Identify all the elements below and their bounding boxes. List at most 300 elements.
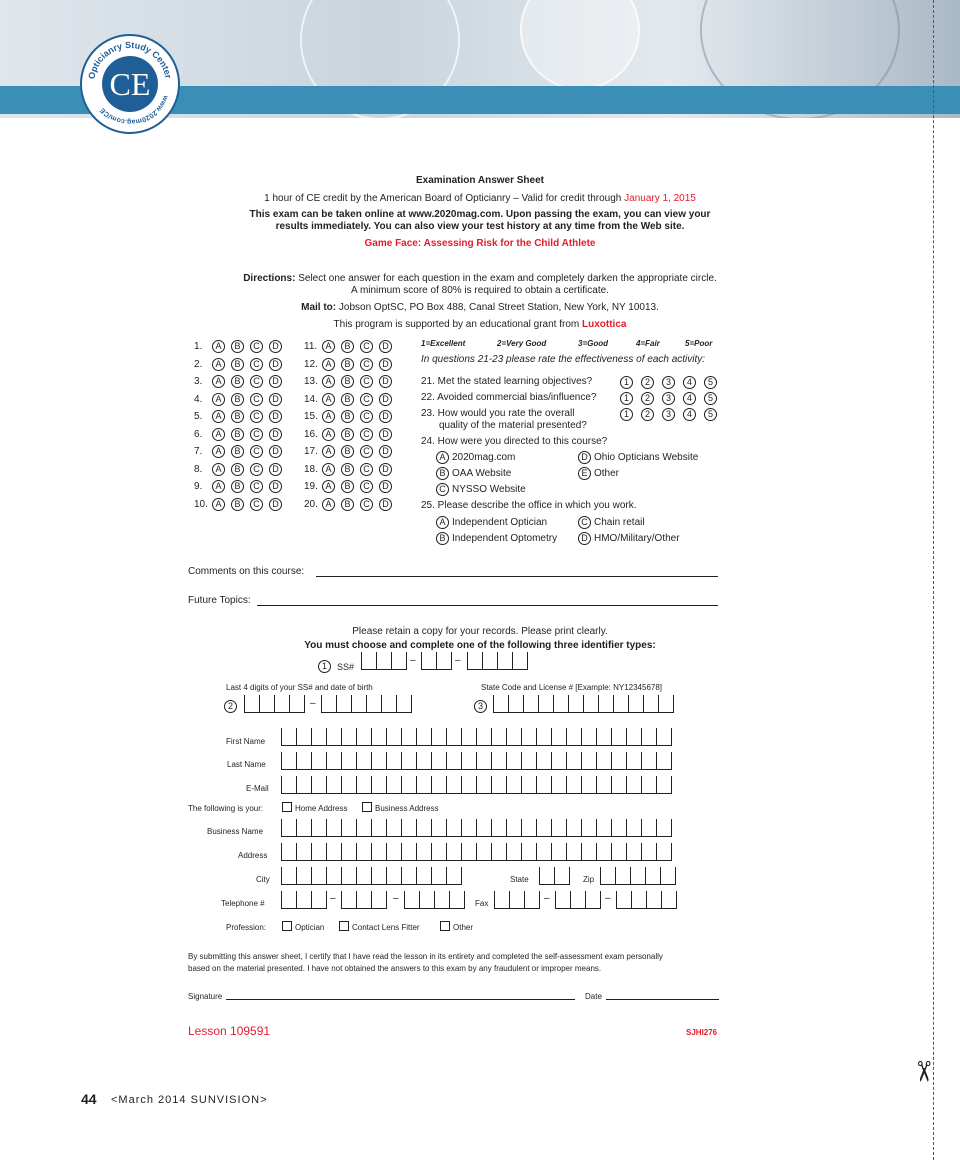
- answer-bubble-c[interactable]: C: [360, 480, 373, 493]
- date-line[interactable]: [606, 999, 719, 1000]
- char-box[interactable]: [311, 776, 327, 794]
- answer-bubble-a[interactable]: A: [322, 393, 335, 406]
- char-box[interactable]: [536, 728, 552, 746]
- char-box[interactable]: [446, 867, 462, 885]
- char-box[interactable]: [401, 752, 417, 770]
- char-box[interactable]: [281, 867, 297, 885]
- option-b[interactable]: [436, 467, 511, 480]
- char-box[interactable]: [658, 695, 674, 713]
- char-box[interactable]: [396, 695, 412, 713]
- answer-bubble-b[interactable]: B: [341, 445, 354, 458]
- char-box[interactable]: [274, 695, 290, 713]
- char-box[interactable]: [570, 891, 586, 909]
- answer-bubble-b[interactable]: B: [341, 463, 354, 476]
- char-box[interactable]: [434, 891, 450, 909]
- phone-boxes-3[interactable]: [404, 891, 464, 909]
- char-box[interactable]: [521, 752, 537, 770]
- answer-bubble-a[interactable]: A: [322, 375, 335, 388]
- char-box[interactable]: [446, 776, 462, 794]
- answer-bubble-c[interactable]: C: [250, 393, 263, 406]
- char-box[interactable]: [491, 776, 507, 794]
- id3-boxes[interactable]: [493, 695, 673, 713]
- char-box[interactable]: [386, 867, 402, 885]
- answer-bubble-c[interactable]: C: [250, 480, 263, 493]
- answer-bubble-c[interactable]: C: [360, 410, 373, 423]
- char-box[interactable]: [371, 891, 387, 909]
- char-box[interactable]: [626, 819, 642, 837]
- char-box[interactable]: [566, 776, 582, 794]
- fax-boxes-1[interactable]: [494, 891, 539, 909]
- char-box[interactable]: [401, 728, 417, 746]
- char-box[interactable]: [646, 891, 662, 909]
- answer-bubble-d[interactable]: D: [379, 410, 392, 423]
- answer-bubble-a[interactable]: A: [322, 480, 335, 493]
- char-box[interactable]: [656, 728, 672, 746]
- char-box[interactable]: [244, 695, 260, 713]
- answer-bubble-d[interactable]: D: [379, 445, 392, 458]
- char-box[interactable]: [281, 891, 297, 909]
- ss-boxes-1[interactable]: [361, 652, 406, 670]
- answer-bubble-b[interactable]: B: [341, 428, 354, 441]
- char-box[interactable]: [371, 728, 387, 746]
- char-box[interactable]: [536, 752, 552, 770]
- char-box[interactable]: [616, 891, 632, 909]
- answer-bubble-b[interactable]: B: [231, 410, 244, 423]
- rating-bubble-1[interactable]: 1: [620, 392, 633, 405]
- rating-bubble-2[interactable]: 2: [641, 408, 654, 421]
- ss-boxes-2[interactable]: [421, 652, 451, 670]
- char-box[interactable]: [611, 843, 627, 861]
- answer-bubble-d[interactable]: D: [269, 375, 282, 388]
- answer-bubble-c[interactable]: C: [360, 393, 373, 406]
- char-box[interactable]: [431, 728, 447, 746]
- char-box[interactable]: [493, 695, 509, 713]
- char-box[interactable]: [568, 695, 584, 713]
- answer-bubble-b[interactable]: B: [341, 480, 354, 493]
- option-a[interactable]: [436, 451, 515, 464]
- id2-boxes-2[interactable]: [321, 695, 411, 713]
- char-box[interactable]: [259, 695, 275, 713]
- char-box[interactable]: [416, 776, 432, 794]
- char-box[interactable]: [506, 728, 522, 746]
- char-box[interactable]: [661, 891, 677, 909]
- last-name-boxes[interactable]: [281, 752, 671, 770]
- answer-bubble-c[interactable]: C: [250, 358, 263, 371]
- char-box[interactable]: [386, 843, 402, 861]
- char-box[interactable]: [371, 819, 387, 837]
- char-box[interactable]: [628, 695, 644, 713]
- char-box[interactable]: [376, 652, 392, 670]
- char-box[interactable]: [512, 652, 528, 670]
- char-box[interactable]: [296, 867, 312, 885]
- char-box[interactable]: [401, 843, 417, 861]
- char-box[interactable]: [583, 695, 599, 713]
- answer-bubble-a[interactable]: A: [322, 463, 335, 476]
- option-bubble[interactable]: C: [578, 516, 591, 529]
- char-box[interactable]: [491, 819, 507, 837]
- char-box[interactable]: [386, 728, 402, 746]
- char-box[interactable]: [494, 891, 510, 909]
- answer-bubble-a[interactable]: A: [212, 375, 225, 388]
- char-box[interactable]: [281, 843, 297, 861]
- char-box[interactable]: [491, 843, 507, 861]
- char-box[interactable]: [281, 728, 297, 746]
- char-box[interactable]: [311, 728, 327, 746]
- char-box[interactable]: [596, 776, 612, 794]
- answer-bubble-c[interactable]: C: [360, 375, 373, 388]
- char-box[interactable]: [555, 891, 571, 909]
- answer-bubble-d[interactable]: D: [379, 340, 392, 353]
- char-box[interactable]: [536, 819, 552, 837]
- char-box[interactable]: [585, 891, 601, 909]
- char-box[interactable]: [296, 819, 312, 837]
- char-box[interactable]: [356, 867, 372, 885]
- char-box[interactable]: [371, 776, 387, 794]
- char-box[interactable]: [656, 776, 672, 794]
- answer-bubble-d[interactable]: D: [269, 480, 282, 493]
- char-box[interactable]: [641, 819, 657, 837]
- optician-checkbox[interactable]: Optician: [282, 921, 324, 932]
- business-address-checkbox[interactable]: Business Address: [362, 802, 439, 813]
- home-address-checkbox[interactable]: Home Address: [282, 802, 347, 813]
- char-box[interactable]: [321, 695, 337, 713]
- char-box[interactable]: [524, 891, 540, 909]
- answer-bubble-d[interactable]: D: [379, 358, 392, 371]
- answer-bubble-b[interactable]: B: [231, 358, 244, 371]
- answer-bubble-c[interactable]: C: [360, 463, 373, 476]
- rating-bubble-5[interactable]: 5: [704, 392, 717, 405]
- char-box[interactable]: [341, 776, 357, 794]
- char-box[interactable]: [416, 819, 432, 837]
- char-box[interactable]: [656, 819, 672, 837]
- char-box[interactable]: [626, 843, 642, 861]
- answer-bubble-a[interactable]: A: [212, 463, 225, 476]
- future-topics-line[interactable]: [257, 605, 718, 606]
- char-box[interactable]: [461, 843, 477, 861]
- option-bubble[interactable]: B: [436, 467, 449, 480]
- char-box[interactable]: [539, 867, 555, 885]
- answer-bubble-d[interactable]: D: [269, 340, 282, 353]
- char-box[interactable]: [326, 728, 342, 746]
- char-box[interactable]: [581, 728, 597, 746]
- char-box[interactable]: [506, 752, 522, 770]
- char-box[interactable]: [598, 695, 614, 713]
- char-box[interactable]: [523, 695, 539, 713]
- answer-bubble-c[interactable]: C: [360, 445, 373, 458]
- char-box[interactable]: [449, 891, 465, 909]
- char-box[interactable]: [461, 728, 477, 746]
- char-box[interactable]: [613, 695, 629, 713]
- answer-bubble-a[interactable]: A: [322, 498, 335, 511]
- char-box[interactable]: [326, 776, 342, 794]
- option-a[interactable]: [436, 516, 547, 529]
- char-box[interactable]: [551, 819, 567, 837]
- char-box[interactable]: [508, 695, 524, 713]
- char-box[interactable]: [431, 843, 447, 861]
- state-boxes[interactable]: [539, 867, 569, 885]
- char-box[interactable]: [615, 867, 631, 885]
- rating-bubble-2[interactable]: 2: [641, 392, 654, 405]
- rating-bubble-5[interactable]: 5: [704, 408, 717, 421]
- char-box[interactable]: [626, 752, 642, 770]
- fax-boxes-2[interactable]: [555, 891, 600, 909]
- answer-bubble-a[interactable]: A: [322, 445, 335, 458]
- answer-bubble-b[interactable]: B: [341, 498, 354, 511]
- rating-bubble-4[interactable]: 4: [683, 392, 696, 405]
- char-box[interactable]: [521, 728, 537, 746]
- option-bubble[interactable]: D: [578, 451, 591, 464]
- answer-bubble-a[interactable]: A: [212, 445, 225, 458]
- char-box[interactable]: [371, 867, 387, 885]
- char-box[interactable]: [311, 843, 327, 861]
- char-box[interactable]: [416, 867, 432, 885]
- char-box[interactable]: [566, 728, 582, 746]
- answer-bubble-b[interactable]: B: [231, 393, 244, 406]
- city-boxes[interactable]: [281, 867, 461, 885]
- answer-bubble-c[interactable]: C: [250, 463, 263, 476]
- char-box[interactable]: [281, 776, 297, 794]
- answer-bubble-c[interactable]: C: [250, 340, 263, 353]
- answer-bubble-d[interactable]: D: [269, 445, 282, 458]
- char-box[interactable]: [296, 891, 312, 909]
- char-box[interactable]: [356, 752, 372, 770]
- char-box[interactable]: [506, 843, 522, 861]
- char-box[interactable]: [311, 819, 327, 837]
- char-box[interactable]: [645, 867, 661, 885]
- char-box[interactable]: [421, 652, 437, 670]
- char-box[interactable]: [630, 867, 646, 885]
- char-box[interactable]: [446, 843, 462, 861]
- char-box[interactable]: [554, 867, 570, 885]
- option-d[interactable]: [578, 451, 698, 464]
- answer-bubble-b[interactable]: B: [231, 480, 244, 493]
- contact-lens-checkbox[interactable]: Contact Lens Fitter: [339, 921, 420, 932]
- char-box[interactable]: [476, 819, 492, 837]
- answer-bubble-b[interactable]: B: [231, 428, 244, 441]
- char-box[interactable]: [296, 752, 312, 770]
- option-d[interactable]: [578, 532, 680, 545]
- char-box[interactable]: [341, 728, 357, 746]
- answer-bubble-a[interactable]: A: [322, 358, 335, 371]
- char-box[interactable]: [404, 891, 420, 909]
- answer-bubble-c[interactable]: C: [360, 358, 373, 371]
- char-box[interactable]: [467, 652, 483, 670]
- char-box[interactable]: [431, 819, 447, 837]
- char-box[interactable]: [381, 695, 397, 713]
- char-box[interactable]: [296, 843, 312, 861]
- char-box[interactable]: [336, 695, 352, 713]
- char-box[interactable]: [436, 652, 452, 670]
- char-box[interactable]: [431, 867, 447, 885]
- comments-line[interactable]: [316, 576, 718, 577]
- answer-bubble-d[interactable]: D: [379, 428, 392, 441]
- answer-bubble-d[interactable]: D: [379, 375, 392, 388]
- char-box[interactable]: [596, 843, 612, 861]
- char-box[interactable]: [401, 776, 417, 794]
- answer-bubble-a[interactable]: A: [322, 340, 335, 353]
- answer-bubble-c[interactable]: C: [250, 445, 263, 458]
- char-box[interactable]: [341, 867, 357, 885]
- char-box[interactable]: [416, 752, 432, 770]
- char-box[interactable]: [641, 776, 657, 794]
- char-box[interactable]: [581, 843, 597, 861]
- char-box[interactable]: [401, 819, 417, 837]
- char-box[interactable]: [611, 776, 627, 794]
- char-box[interactable]: [431, 752, 447, 770]
- rating-bubble-2[interactable]: 2: [641, 376, 654, 389]
- rating-bubble-4[interactable]: 4: [683, 376, 696, 389]
- char-box[interactable]: [611, 752, 627, 770]
- char-box[interactable]: [551, 843, 567, 861]
- char-box[interactable]: [600, 867, 616, 885]
- answer-bubble-d[interactable]: D: [269, 498, 282, 511]
- char-box[interactable]: [521, 819, 537, 837]
- answer-bubble-c[interactable]: C: [360, 498, 373, 511]
- char-box[interactable]: [431, 776, 447, 794]
- char-box[interactable]: [521, 843, 537, 861]
- rating-bubble-5[interactable]: 5: [704, 376, 717, 389]
- char-box[interactable]: [581, 819, 597, 837]
- rating-bubble-3[interactable]: 3: [662, 408, 675, 421]
- char-box[interactable]: [281, 752, 297, 770]
- char-box[interactable]: [401, 867, 417, 885]
- char-box[interactable]: [566, 819, 582, 837]
- char-box[interactable]: [656, 752, 672, 770]
- answer-bubble-a[interactable]: A: [212, 410, 225, 423]
- answer-bubble-d[interactable]: D: [269, 393, 282, 406]
- char-box[interactable]: [326, 843, 342, 861]
- answer-bubble-b[interactable]: B: [231, 498, 244, 511]
- char-box[interactable]: [371, 752, 387, 770]
- char-box[interactable]: [356, 819, 372, 837]
- business-name-boxes[interactable]: [281, 819, 671, 837]
- char-box[interactable]: [551, 752, 567, 770]
- char-box[interactable]: [351, 695, 367, 713]
- char-box[interactable]: [326, 752, 342, 770]
- rating-bubble-3[interactable]: 3: [662, 392, 675, 405]
- answer-bubble-b[interactable]: B: [341, 375, 354, 388]
- option-bubble[interactable]: A: [436, 516, 449, 529]
- answer-bubble-a[interactable]: A: [212, 428, 225, 441]
- char-box[interactable]: [596, 728, 612, 746]
- char-box[interactable]: [626, 776, 642, 794]
- char-box[interactable]: [641, 843, 657, 861]
- answer-bubble-c[interactable]: C: [250, 375, 263, 388]
- answer-bubble-b[interactable]: B: [341, 358, 354, 371]
- char-box[interactable]: [461, 752, 477, 770]
- char-box[interactable]: [366, 695, 382, 713]
- signature-line[interactable]: [226, 999, 575, 1000]
- char-box[interactable]: [491, 728, 507, 746]
- answer-bubble-a[interactable]: A: [322, 428, 335, 441]
- char-box[interactable]: [641, 752, 657, 770]
- char-box[interactable]: [386, 776, 402, 794]
- char-box[interactable]: [341, 843, 357, 861]
- char-box[interactable]: [391, 652, 407, 670]
- char-box[interactable]: [538, 695, 554, 713]
- char-box[interactable]: [551, 728, 567, 746]
- rating-bubble-4[interactable]: 4: [683, 408, 696, 421]
- address-boxes[interactable]: [281, 843, 671, 861]
- answer-bubble-b[interactable]: B: [231, 463, 244, 476]
- rating-bubble-3[interactable]: 3: [662, 376, 675, 389]
- char-box[interactable]: [581, 776, 597, 794]
- option-b[interactable]: [436, 532, 557, 545]
- answer-bubble-a[interactable]: A: [212, 498, 225, 511]
- char-box[interactable]: [296, 776, 312, 794]
- answer-bubble-b[interactable]: B: [231, 445, 244, 458]
- option-bubble[interactable]: E: [578, 467, 591, 480]
- option-c[interactable]: [436, 483, 526, 496]
- answer-bubble-d[interactable]: D: [269, 358, 282, 371]
- char-box[interactable]: [356, 891, 372, 909]
- answer-bubble-d[interactable]: D: [269, 410, 282, 423]
- answer-bubble-b[interactable]: B: [341, 410, 354, 423]
- phone-boxes-2[interactable]: [341, 891, 386, 909]
- answer-bubble-b[interactable]: B: [231, 375, 244, 388]
- char-box[interactable]: [566, 752, 582, 770]
- char-box[interactable]: [611, 819, 627, 837]
- option-e[interactable]: [578, 467, 619, 480]
- char-box[interactable]: [311, 867, 327, 885]
- char-box[interactable]: [281, 819, 297, 837]
- char-box[interactable]: [482, 652, 498, 670]
- answer-bubble-c[interactable]: C: [250, 428, 263, 441]
- char-box[interactable]: [521, 776, 537, 794]
- char-box[interactable]: [596, 752, 612, 770]
- char-box[interactable]: [536, 843, 552, 861]
- char-box[interactable]: [356, 776, 372, 794]
- char-box[interactable]: [476, 728, 492, 746]
- char-box[interactable]: [476, 776, 492, 794]
- id2-boxes-1[interactable]: [244, 695, 304, 713]
- option-bubble[interactable]: C: [436, 483, 449, 496]
- char-box[interactable]: [341, 752, 357, 770]
- answer-bubble-b[interactable]: B: [231, 340, 244, 353]
- answer-bubble-c[interactable]: C: [360, 340, 373, 353]
- char-box[interactable]: [596, 819, 612, 837]
- answer-bubble-d[interactable]: D: [379, 480, 392, 493]
- first-name-boxes[interactable]: [281, 728, 671, 746]
- char-box[interactable]: [361, 652, 377, 670]
- answer-bubble-b[interactable]: B: [341, 393, 354, 406]
- char-box[interactable]: [386, 752, 402, 770]
- answer-bubble-b[interactable]: B: [341, 340, 354, 353]
- answer-bubble-c[interactable]: C: [360, 428, 373, 441]
- phone-boxes-1[interactable]: [281, 891, 326, 909]
- option-c[interactable]: [578, 516, 645, 529]
- char-box[interactable]: [553, 695, 569, 713]
- char-box[interactable]: [536, 776, 552, 794]
- option-bubble[interactable]: B: [436, 532, 449, 545]
- char-box[interactable]: [446, 728, 462, 746]
- char-box[interactable]: [641, 728, 657, 746]
- char-box[interactable]: [326, 867, 342, 885]
- char-box[interactable]: [566, 843, 582, 861]
- answer-bubble-a[interactable]: A: [212, 340, 225, 353]
- answer-bubble-d[interactable]: D: [269, 428, 282, 441]
- char-box[interactable]: [461, 819, 477, 837]
- rating-bubble-1[interactable]: 1: [620, 376, 633, 389]
- answer-bubble-d[interactable]: D: [269, 463, 282, 476]
- answer-bubble-a[interactable]: A: [212, 480, 225, 493]
- ss-boxes-3[interactable]: [467, 652, 527, 670]
- char-box[interactable]: [461, 776, 477, 794]
- answer-bubble-d[interactable]: D: [379, 393, 392, 406]
- answer-bubble-c[interactable]: C: [250, 410, 263, 423]
- char-box[interactable]: [581, 752, 597, 770]
- char-box[interactable]: [356, 843, 372, 861]
